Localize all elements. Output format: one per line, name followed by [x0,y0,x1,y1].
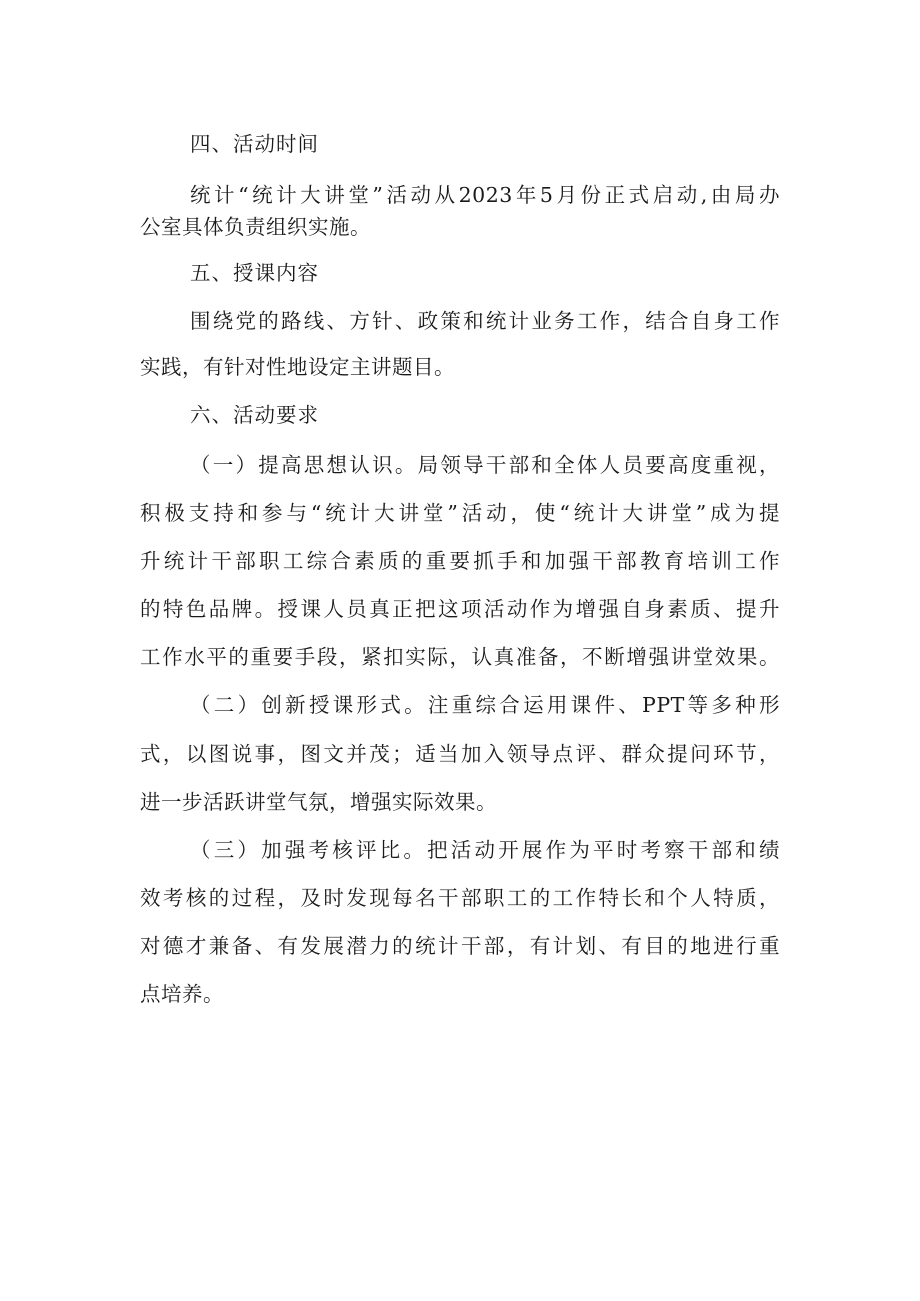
paragraph-line: 进一步活跃讲堂气氛，增强实际效果。 [140,790,497,814]
paragraph-line: 围绕党的路线、方针、政策和统计业务工作，结合自身工作 [190,309,780,333]
paragraph-line: 统计“统计大讲堂”活动从2023年5月份正式启动,由局办 [190,183,780,207]
paragraph-line: 点培养。 [140,982,224,1006]
paragraph-line: 对德才兼备、有发展潜力的统计干部，有计划、有目的地进行重 [140,934,780,958]
section-heading-activity-time: 四、活动时间 [190,132,319,156]
paragraph-line: （三）加强考核评比。把活动开展作为平时考察干部和绩 [190,838,780,862]
paragraph-line: 工作水平的重要手段，紧扣实际，认真准备，不断增强讲堂效果。 [140,645,780,669]
paragraph-line: 的特色品牌。授课人员真正把这项活动作为增强自身素质、提升 [140,597,780,621]
paragraph-line: 积极支持和参与“统计大讲堂”活动，使“统计大讲堂”成为提 [140,501,780,525]
section-heading-activity-requirements: 六、活动要求 [190,403,319,427]
paragraph-line: 式，以图说事，图文并茂；适当加入领导点评、群众提问环节， [140,742,780,766]
paragraph-line: （一）提高思想认识。局领导干部和全体人员要高度重视， [190,453,780,477]
paragraph-line: （二）创新授课形式。注重综合运用课件、PPT等多种形 [190,693,780,717]
section-heading-course-content: 五、授课内容 [190,261,319,285]
paragraph-line: 效考核的过程，及时发现每名干部职工的工作特长和个人特质， [140,886,780,910]
paragraph-line: 升统计干部职工综合素质的重要抓手和加强干部教育培训工作 [140,549,780,573]
paragraph-line: 公室具体负责组织实施。 [140,215,371,239]
paragraph-line: 实践，有针对性地设定主讲题目。 [140,355,455,379]
